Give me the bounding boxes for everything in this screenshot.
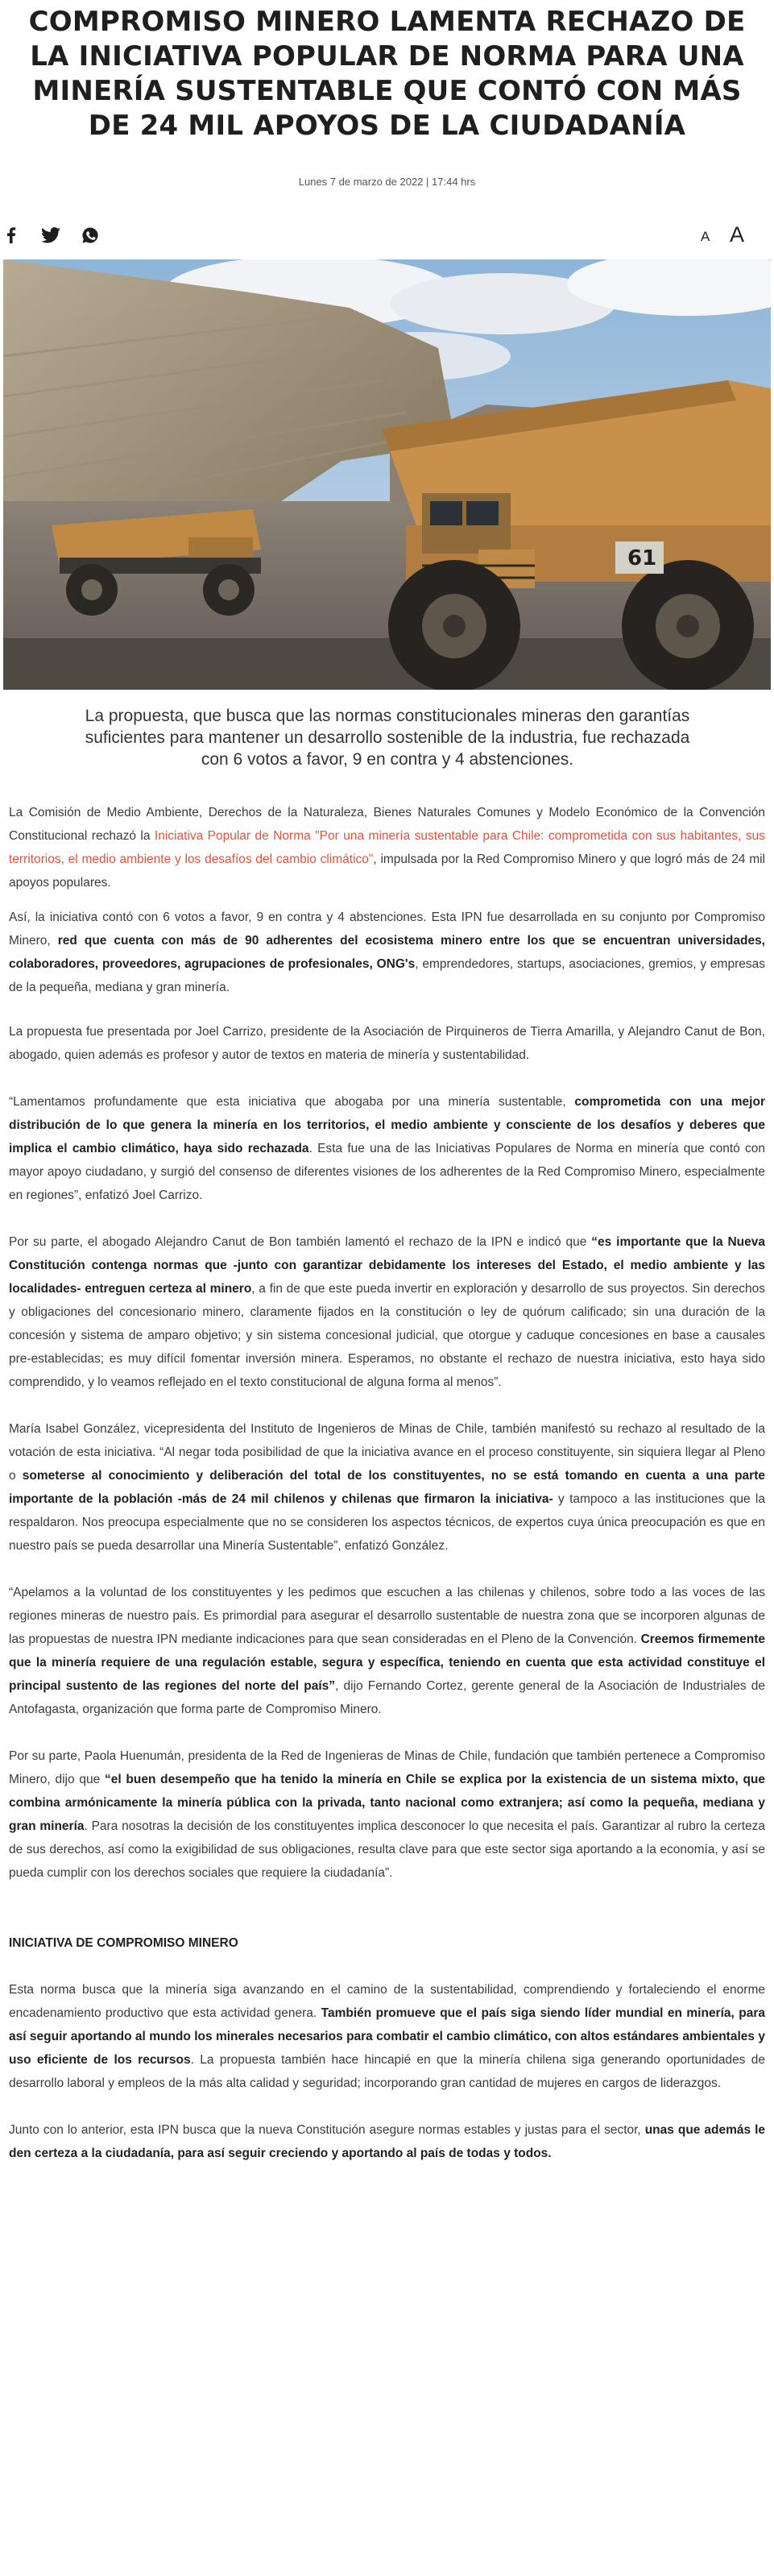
- paragraph: Junto con lo anterior, esta IPN busca que la nueva Constitución asegure normas estables y justas para el sector, unas que además le den certeza a la ciudadanía, para así seguir creciendo y aportando al país de todas y todos.: [9, 2123, 765, 2160]
- facebook-icon[interactable]: [3, 221, 19, 250]
- section-heading: INICIATIVA DE COMPROMISO MINERO: [9, 1936, 238, 1950]
- mining-trucks-photo: [3, 259, 771, 690]
- font-decrease-button[interactable]: A: [701, 229, 710, 244]
- paragraph: La Comisión de Medio Ambiente, Derechos de la Naturaleza, Bienes Naturales Comunes y Modelo Económico de la Convención Constitucional rechazó la Iniciativa Popular de Norma "Por una minería sustentable para Chile: comprometida con sus habitantes, sus territorios, el medio ambiente y los desafíos del cambio climático", impulsada por la Red Compromiso Minero y que logró más de 24 mil apoyos populares.: [9, 806, 765, 890]
- paragraph: La propuesta fue presentada por Joel Carrizo, presidente de la Asociación de Pirquineros de Tierra Amarilla, y Alejandro Canut de Bon, abogado, quien además es profesor y autor de textos en materia de minería y sustentabilidad.: [9, 1025, 765, 1062]
- whatsapp-icon[interactable]: [81, 221, 100, 250]
- publish-date: Lunes 7 de marzo de 2022 | 17:44 hrs: [298, 176, 476, 188]
- article-body: [9, 801, 765, 2165]
- font-increase-button[interactable]: A: [730, 222, 745, 247]
- paragraph: “Apelamos a la voluntad de los constituyentes y les pedimos que escuchen a las chilenas y chilenos, sobre todo a las voces de las regiones mineras de nuestro país. Es primordial para asegurar el desarrollo sustentable de nuestra zona que se incorporen algunas de las propuestas de nuestra IPN mediante indicaciones para que sean consideradas en el Pleno de la Convención. Creemos firmemente que la minería requiere de una regulación estable, segura y específica, teniendo en cuenta que esta actividad constituye el principal sustento de las regiones del norte del país”, dijo Fernando Cortez, gerente general de la Asociación de Industriales de Antofagasta, organización que forma parte de Compromiso Minero.: [9, 1586, 766, 1716]
- share-bar: [0, 221, 105, 250]
- paragraph: Esta norma busca que la minería siga avanzando en el camino de la sustentabilidad, comprendiendo y fortaleciendo el enorme encadenamiento productivo que esta actividad genera. También promueve que el país siga siendo líder mundial en minería, para así seguir aportando al mundo los minerales necesarios para combatir el cambio climático, con altos estándares ambientales y uso eficiente de los recursos. La propuesta también hace hincapié en que la minería chilena siga generando oportunidades de desarrollo laboral y empleos de la más alta calidad y seguridad; incorporando gran cantidad de mujeres en cargos de liderazgos.: [9, 1983, 766, 2090]
- paragraph: María Isabel González, vicepresidenta del Instituto de Ingenieros de Minas de Chile, también manifestó su rechazo al resultado de la votación de esta iniciativa. “Al negar toda posibilidad de que la iniciativa avance en el proceso constituyente, sin siquiera llegar al Pleno o someterse al conocimiento y deliberación del total de los constituyentes, no se está tomando en cuenta a una parte importante de la población -más de 24 mil chilenos y chilenas que firmaron la iniciativa- y tampoco a las instituciones que la respaldaron. Nos preocupa especialmente que no se consideren los aspectos técnicos, de expertos cuya única preocupación es que en nuestro país se pueda desarrollar una Minería Sustentable”, enfatizó González.: [9, 1422, 765, 1553]
- truck-number: 61: [627, 546, 657, 570]
- paragraph: Por su parte, el abogado Alejandro Canut de Bon también lamentó el rechazo de la IPN e indicó que “es importante que la Nueva Constitución contenga normas que -junto con garantizar debidamente los intereses del Estado, el medio ambiente y las localidades- entreguen certeza al minero, a fin de que este pueda invertir en exploración y desarrollo de sus proyectos. Sin derechos y obligaciones del concesionario minero, claramente fijados en la constitución o ley de quórum calificado; sin una duración de la concesión y sistema de amparo objetivo; y sin sistema concesional judicial, que otorgue y caduque concesiones en base a causales pre-establecidas; es muy difícil fomentar inversión minera. Esperamos, no obstante el rechazo de nuestra iniciativa, esto haya sido comprendido, y lo veamos reflejado en el texto constitucional de alguna forma al menos”.: [9, 1235, 765, 1389]
- twitter-icon[interactable]: [39, 221, 63, 250]
- article-image: [3, 259, 771, 690]
- ipn-link[interactable]: Iniciativa Popular de Norma "Por una minería sustentable para Chile: comprometida con sus habitantes, sus territorios, el medio ambiente y los desafíos del cambio climático": [9, 829, 765, 866]
- image-caption: La propuesta, que busca que las normas constitucionales mineras den garantías suficientes para mantener un desarrollo sostenible de la industria, fue rechazada con 6 votos a favor, 9 en contra y 4 abstenciones.: [85, 707, 690, 769]
- paragraph: “Lamentamos profundamente que esta iniciativa que abogaba por una minería sustentable, comprometida con una mejor distribución de lo que genera la minería en los territorios, el medio ambiente y consciente de los desafíos y deberes que implica el cambio climático, haya sido rechazada. Esta fue una de las Iniciativas Populares de Norma en minería que contó con mayor apoyo ciudadano, y surgió del consenso de diferentes visiones de los adherentes de la Red Compromiso Minero, especialmente en regiones”, enfatizó Joel Carrizo.: [9, 1095, 765, 1202]
- paragraph: Así, la iniciativa contó con 6 votos a favor, 9 en contra y 4 abstenciones. Esta IPN fue desarrollada en su conjunto por Compromiso Minero, red que cuenta con más de 90 adherentes del ecosistema minero entre los que se encuentran universidades, colaboradores, proveedores, agrupaciones de profesionales, ONG's, emprendedores, startups, asociaciones, gremios, y empresas de la pequeña, mediana y gran minería.: [9, 911, 765, 994]
- article-title: COMPROMISO MINERO LAMENTA RECHAZO DE LA INICIATIVA POPULAR DE NORMA PARA UNA MINERÍA SUSTENTABLE QUE CONTÓ CON MÁS DE 24 MIL APOYOS DE LA CIUDADANÍA: [28, 6, 746, 142]
- paragraph: Por su parte, Paola Huenumán, presidenta de la Red de Ingenieras de Minas de Chile, fundación que también pertenece a Compromiso Minero, dijo que “el buen desempeño que ha tenido la minería en Chile se explica por la existencia de un sistema mixto, que combina armónicamente la minería pública con la privada, tanto nacional como extranjera; así como la pequeña, mediana y gran minería. Para nosotras la decisión de los constituyentes implica desconocer lo que necesita el país. Garantizar al rubro la certeza de sus derechos, así como la exigibilidad de sus obligaciones, resulta clave para que este sector siga aportando a la economía, y así se pueda cumplir con los derechos sociales que requiere la ciudadanía”.: [9, 1749, 765, 1880]
